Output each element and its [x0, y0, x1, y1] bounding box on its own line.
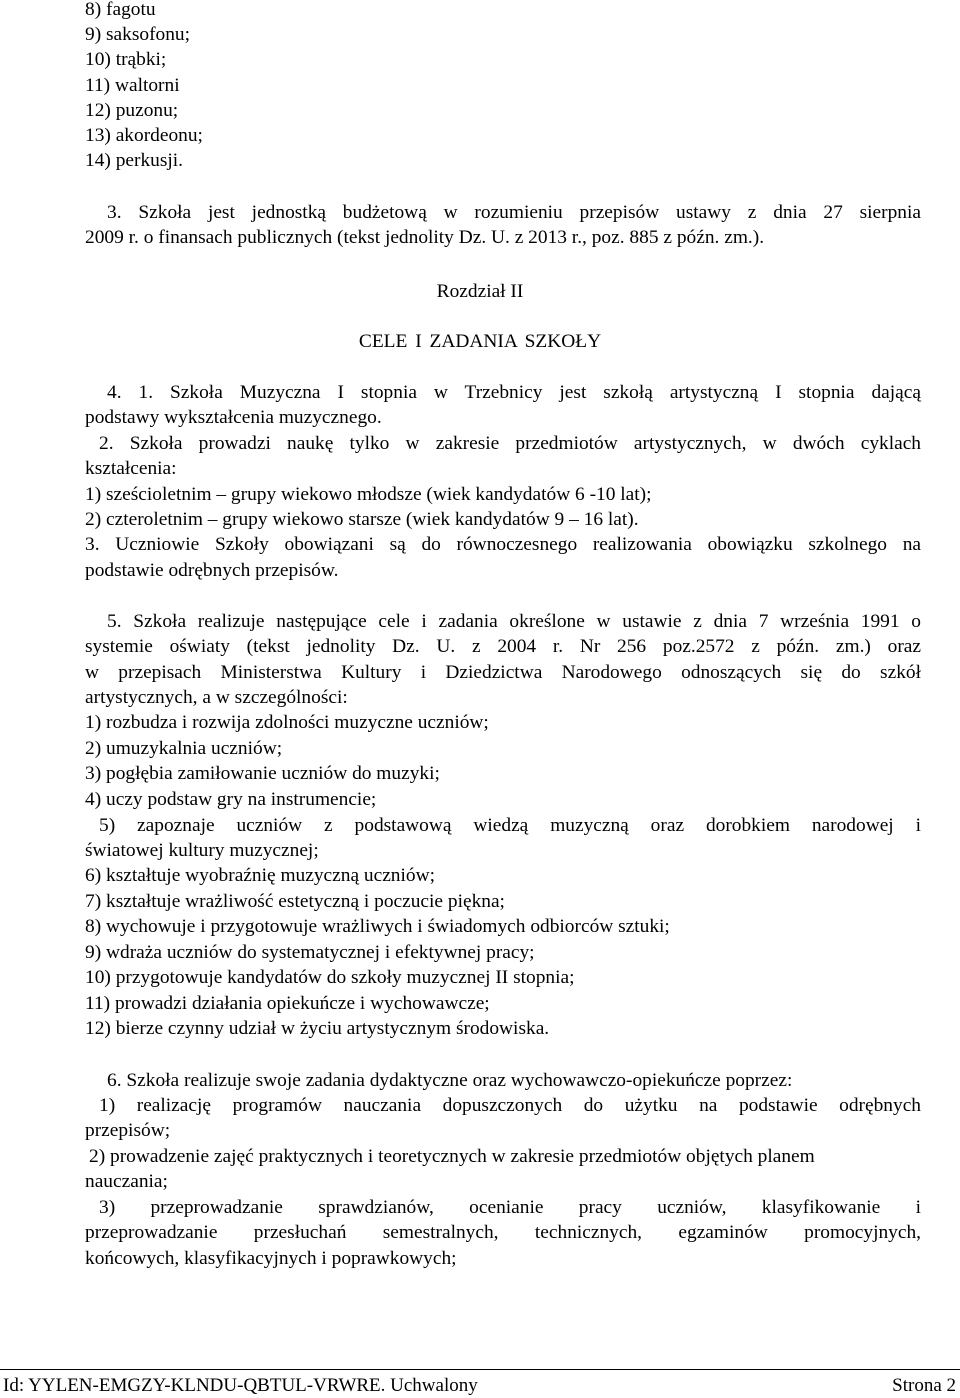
- chapter-title: CELE I ZADANIA SZKOŁY: [358, 331, 602, 352]
- list-item: 1) realizację programów nauczania dopuszczonych do użytku na podstawie odrębnych: [99, 1095, 921, 1116]
- paragraph-line: artystycznych, a w szczególności:: [85, 687, 348, 708]
- paragraph-line: 6. Szkoła realizuje swoje zadania dydaktyczne oraz wychowawczo-opiekuńcze poprzez:: [107, 1070, 793, 1091]
- list-item: 11) waltorni: [85, 75, 180, 96]
- document-id: Id: YYLEN-EMGZY-KLNDU-QBTUL-VRWRE. Uchwalony: [3, 1375, 478, 1396]
- chapter-heading: Rozdział II: [436, 281, 524, 302]
- list-item: 6) kształtuje wyobraźnię muzyczną uczniów;: [85, 865, 435, 886]
- list-item: światowej kultury muzycznej;: [85, 840, 319, 861]
- list-item: 2) umuzykalnia uczniów;: [85, 738, 283, 759]
- list-item: końcowych, klasyfikacyjnych i poprawkowych;: [85, 1248, 457, 1269]
- list-item: 9) saksofonu;: [85, 24, 191, 45]
- list-item: 5) zapoznaje uczniów z podstawową wiedzą muzyczną oraz dorobkiem narodowej i: [99, 815, 921, 836]
- list-item: 2) prowadzenie zajęć praktycznych i teoretycznych w zakresie przedmiotów objętych planem: [89, 1146, 815, 1167]
- paragraph-line: 3. Szkoła jest jednostką budżetową w rozumieniu przepisów ustawy z dnia 27 sierpnia: [107, 202, 921, 223]
- list-item: 14) perkusji.: [85, 150, 184, 171]
- paragraph-line: 3. Uczniowie Szkoły obowiązani są do równoczesnego realizowania obowiązku szkolnego na: [85, 534, 921, 555]
- footer-divider: [0, 1369, 960, 1370]
- list-item: przepisów;: [85, 1120, 171, 1141]
- list-item: nauczania;: [85, 1171, 168, 1192]
- list-item: 4) uczy podstaw gry na instrumencie;: [85, 789, 377, 810]
- paragraph-line: 2009 r. o finansach publicznych (tekst jednolity Dz. U. z 2013 r., poz. 885 z późn. zm.).: [85, 227, 765, 248]
- list-item: 13) akordeonu;: [85, 125, 203, 146]
- list-item: 12) bierze czynny udział w życiu artystycznym środowiska.: [85, 1018, 550, 1039]
- paragraph-line: 4. 1. Szkoła Muzyczna I stopnia w Trzebnicy jest szkołą artystyczną I stopnia dającą: [107, 382, 921, 403]
- list-item: 10) przygotowuje kandydatów do szkoły muzycznej II stopnia;: [85, 967, 575, 988]
- list-item: 8) fagotu: [85, 0, 156, 20]
- list-item: 1) sześcioletnim – grupy wiekowo młodsze (wiek kandydatów 6 -10 lat);: [85, 484, 652, 505]
- list-item: 11) prowadzi działania opiekuńcze i wychowawcze;: [85, 993, 490, 1014]
- list-item: 3) pogłębia zamiłowanie uczniów do muzyki;: [85, 763, 440, 784]
- list-item: 7) kształtuje wrażliwość estetyczną i poczucie piękna;: [85, 891, 505, 912]
- list-item: 10) trąbki;: [85, 49, 167, 70]
- list-item: 1) rozbudza i rozwija zdolności muzyczne uczniów;: [85, 712, 489, 733]
- list-item: 8) wychowuje i przygotowuje wrażliwych i świadomych odbiorców sztuki;: [85, 916, 670, 937]
- paragraph-line: kształcenia:: [85, 458, 177, 479]
- paragraph-line: 2. Szkoła prowadzi naukę tylko w zakresie przedmiotów artystycznych, w dwóch cyklach: [99, 433, 921, 454]
- paragraph-line: w przepisach Ministerstwa Kultury i Dziedzictwa Narodowego odnoszących się do szkół: [85, 662, 921, 683]
- paragraph-line: podstawy wykształcenia muzycznego.: [85, 407, 382, 428]
- list-item: przeprowadzanie przesłuchań semestralnych, technicznych, egzaminów promocyjnych,: [85, 1222, 921, 1243]
- list-item: 2) czteroletnim – grupy wiekowo starsze (wiek kandydatów 9 – 16 lat).: [85, 509, 639, 530]
- list-item: 9) wdraża uczniów do systematycznej i efektywnej pracy;: [85, 942, 535, 963]
- page-number: Strona 2: [892, 1375, 956, 1396]
- list-item: 12) puzonu;: [85, 100, 179, 121]
- paragraph-line: 5. Szkoła realizuje następujące cele i zadania określone w ustawie z dnia 7 września 1991 o: [107, 611, 921, 632]
- list-item: 3) przeprowadzanie sprawdzianów, ocenianie pracy uczniów, klasyfikowanie i: [99, 1197, 921, 1218]
- paragraph-line: systemie oświaty (tekst jednolity Dz. U. z 2004 r. Nr 256 poz.2572 z późn. zm.) oraz: [85, 636, 921, 657]
- paragraph-line: podstawie odrębnych przepisów.: [85, 560, 339, 581]
